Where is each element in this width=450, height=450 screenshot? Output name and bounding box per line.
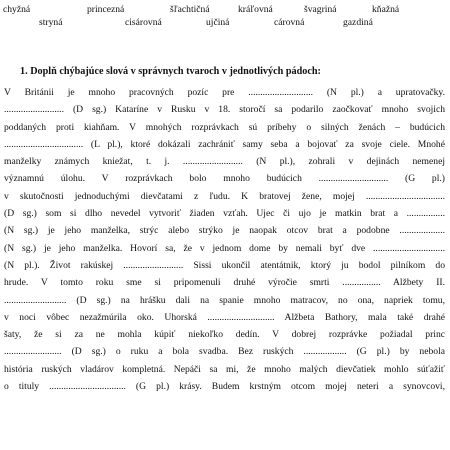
word-bank xyxy=(0,4,450,30)
word-bank-word: ujčiná xyxy=(206,17,230,28)
exercise-line: ......................... (D sg.) Kataríne v Rusku v 18. storočí sa podarilo zaočkovať mnoho svojich xyxy=(4,104,445,116)
word-bank-word: cárovná xyxy=(274,17,305,28)
exercise-body xyxy=(4,84,445,395)
word-bank-word: kráľovná xyxy=(238,4,273,15)
exercise-line: významnú úlohu. V rozprávkach bolo mnoho budúcich ............................. (G pl.) xyxy=(4,173,445,185)
word-bank-word: cisárovná xyxy=(125,17,162,28)
word-bank-word: gazdiná xyxy=(343,17,373,28)
exercise-line: v skutočnosti jednoduchými dievčatami z ľudu. K bratovej žene, mojej ................................. xyxy=(4,190,445,202)
exercise-line: .......................... (D sg.) na hrášku dali na spanie mnoho matracov, no ona, napriek tomu, xyxy=(4,294,445,306)
word-bank-word: šľachtičná xyxy=(170,4,210,15)
exercise-line: manželky známych kniežat, t. j. ......................... (N pl.), zohrali v dejinách nemenej xyxy=(4,156,445,168)
exercise-line: (N sg.) je jeho manželka. Hovorí sa, že v jednom dome by nemali byť dve .............................. xyxy=(4,242,445,254)
word-bank-word: stryná xyxy=(39,17,63,28)
exercise-line: šaty, že si za ne mohla kúpiť niekoľko dedín. V dobrej rozprávke požiadal princ xyxy=(4,329,445,341)
exercise-line: (D sg.) som si dlho nevedel vytvoriť žiaden vzťah. Ujec či ujo je matkin brat a ................ xyxy=(4,208,445,220)
exercise-line: (N pl.). Život rakúskej ......................... Sissi ukončil atentátnik, ktorý ju bodol pilníkom do xyxy=(4,259,445,271)
exercise-line: hrude. V tomto roku sme si pripomenuli druhé výročie smrti ................ Alžbety II. xyxy=(4,277,445,289)
exercise-line: ........................ (D sg.) o ruku a bola svadba. Bez ruských .................. (G pl.) by nebola xyxy=(4,346,445,358)
word-bank-word: kňažná xyxy=(372,4,400,15)
exercise-line: história ruských vladárov kompletná. Nepáči sa mi, že mnoho malých dievčatiek mohlo súťažiť xyxy=(4,363,445,375)
exercise-line: (N sg.) je jeho manželka, strýc alebo strýko je naopak otcov brat a podobne ................... xyxy=(4,225,445,237)
word-bank-word: princezná xyxy=(87,4,125,15)
exercise-title: 1. Doplň chýbajúce slová v správnych tvaroch v jednotlivých pádoch: xyxy=(20,66,321,77)
word-bank-word: švagriná xyxy=(304,4,337,15)
word-bank-word: chyžná xyxy=(3,4,31,15)
word-bank-row-1 xyxy=(0,4,450,17)
exercise-line: poddaných proti kiahňam. V mnohých rozprávkach sú príbehy o silných ženách – budúcich xyxy=(4,121,445,133)
word-bank-row-2 xyxy=(0,17,450,30)
exercise-line: ................................. (L pl.), ktoré dokázali zachrániť samy seba a bojovať za svoje ciele. Mnohé xyxy=(4,138,445,150)
exercise-line: o tituly ................................ (G pl.) krásy. Budem krstným otcom mojej neteri a synovcovi, xyxy=(4,381,445,393)
exercise-line: v noci vôbec nezažmúrila oko. Uhorská ............................ Alžbeta Bathory, mala také drahé xyxy=(4,311,445,323)
exercise-line: V Británii je mnoho pracovných pozíc pre ........................... (N pl.) a upratovačky. xyxy=(4,87,445,98)
